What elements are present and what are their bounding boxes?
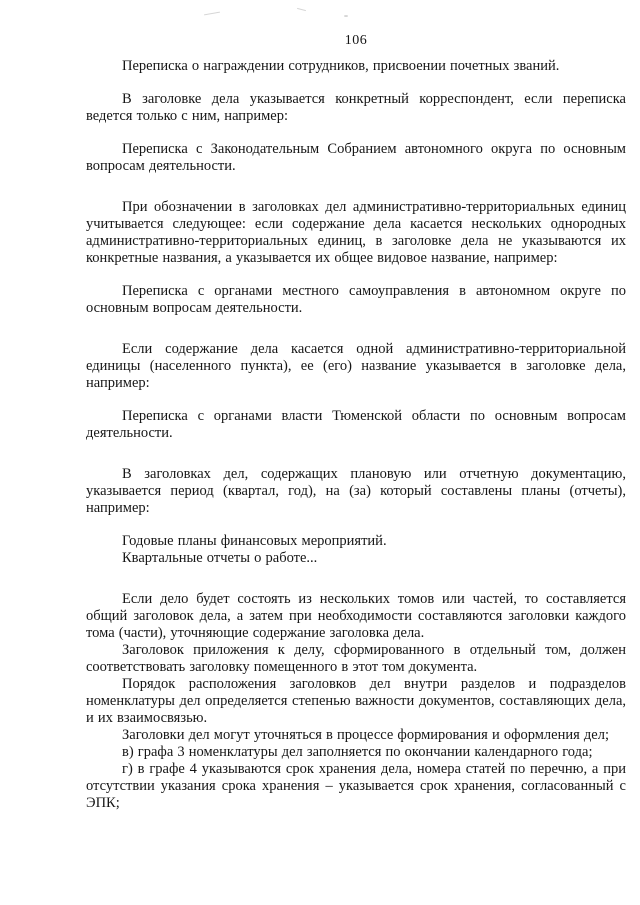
- paragraph: г) в графе 4 указываются срок хранения дела, номера статей по перечню, а при отсутствии указания срока хранения – указывается срок хранения, согласованный с ЭПК;: [86, 761, 626, 811]
- paragraph: В заголовках дел, содержащих плановую или отчетную документацию, указывается период (квартал, год), на (за) который составлены планы (отчеты), например:: [86, 466, 626, 516]
- paragraph: в) графа 3 номенклатуры дел заполняется по окончании календарного года;: [122, 744, 593, 760]
- paragraph: Переписка с органами местного самоуправления в автономном округе по основным вопросам деятельности.: [86, 283, 626, 316]
- paragraph: Порядок расположения заголовков дел внутри разделов и подразделов номенклатуры дел определяется степенью важности документов, составляющих дела, и их взаимосвязью.: [86, 676, 626, 726]
- document-body: [86, 58, 626, 812]
- paragraph: Квартальные отчеты о работе...: [122, 550, 318, 566]
- paragraph: Заголовок приложения к делу, сформированного в отдельный том, должен соответствовать заголовку помещенного в этот том документа.: [86, 642, 626, 675]
- paragraph: Переписка о награждении сотрудников, присвоении почетных званий.: [122, 58, 560, 74]
- paragraph: Переписка с Законодательным Собранием автономного округа по основным вопросам деятельности.: [86, 141, 626, 174]
- scan-artifact: [344, 15, 348, 17]
- page-number: 106: [344, 33, 368, 48]
- paragraph: Если дело будет состоять из нескольких томов или частей, то составляется общий заголовок дела, а затем при необходимости составляются заголовки каждого тома (части), уточняющие содержание заголовка дела.: [86, 591, 626, 641]
- paragraph: При обозначении в заголовках дел административно-территориальных единиц учитывается следующее: если содержание дела касается нескольких однородных административно-территориальных единиц, в заголовке дела не указываются их конкретные названия, а указывается их общее видовое название, например:: [86, 199, 626, 266]
- scan-artifact: [297, 8, 306, 11]
- paragraph: Годовые планы финансовых мероприятий.: [122, 533, 387, 549]
- paragraph: Заголовки дел могут уточняться в процессе формирования и оформления дел;: [122, 727, 610, 743]
- scan-artifact: [204, 12, 220, 16]
- paragraph: В заголовке дела указывается конкретный корреспондент, если переписка ведется только с ним, например:: [86, 91, 626, 124]
- paragraph: Переписка с органами власти Тюменской области по основным вопросам деятельности.: [86, 408, 626, 441]
- paragraph: Если содержание дела касается одной административно-территориальной единицы (населенного пункта), ее (его) название указывается в заголовке дела, например:: [86, 341, 626, 391]
